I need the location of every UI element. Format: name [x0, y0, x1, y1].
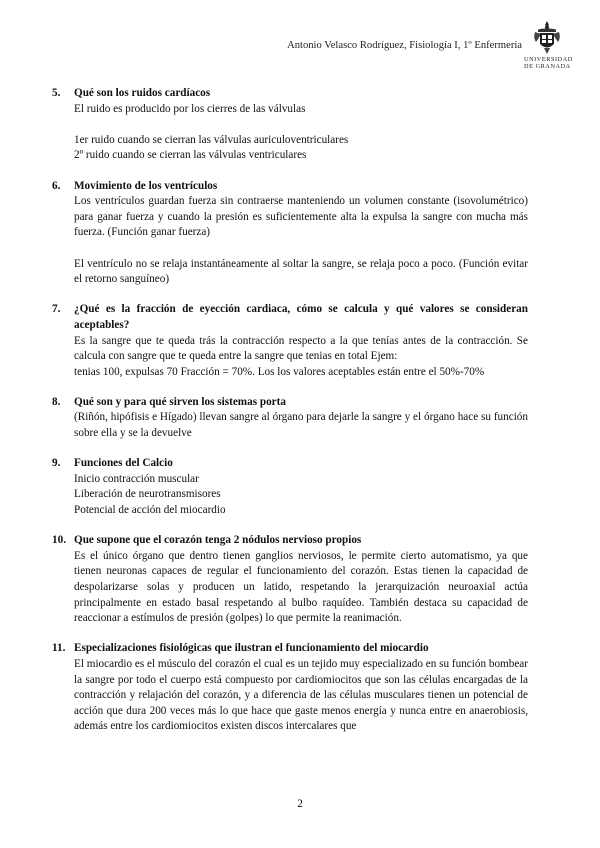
answer-paragraph: tenias 100, expulsas 70 Fracción = 70%. Los los valores aceptables están entre el 50%-70%	[74, 365, 485, 378]
answer-paragraph: Es la sangre que te queda trás la contracción respecto a la que tenías antes de la contracción. Se calcula con sangre que te queda entre la sangre que tenias en total Ejem:	[74, 334, 528, 363]
answer-paragraph: Potencial de acción del miocardio	[74, 504, 226, 517]
question-title: Que supone que el corazón tenga 2 nódulos nervioso propios	[74, 534, 362, 547]
crest-icon	[532, 20, 562, 56]
question-heading	[52, 179, 528, 195]
question-title: Funciones del Calcio	[74, 457, 173, 470]
document-body	[52, 86, 528, 750]
logo-text-line1: UNIVERSIDAD	[524, 56, 573, 63]
answer-paragraph: (Riñón, hipófisis e Hígado) llevan sangre al órgano para dejarle la sangre y el órgano hace su función sobre ella y se la devuelve	[74, 411, 528, 440]
university-logo	[524, 20, 573, 76]
question-heading	[52, 641, 528, 657]
answer-block	[74, 472, 528, 519]
question-title: Qué son y para qué sirven los sistemas porta	[74, 395, 286, 408]
answer-paragraph: El ventrículo no se relaja instantáneamente al soltar la sangre, se relaja poco a poco. (Función evitar el retorno sanguíneo)	[74, 257, 528, 286]
answer-block	[74, 549, 528, 627]
question-heading	[52, 456, 528, 472]
question-number: 7.	[52, 303, 61, 316]
logo-text-line2: DE GRANADA	[524, 63, 571, 70]
answer-paragraph: 2º ruido cuando se cierran las válvulas ventriculares	[74, 149, 307, 162]
section	[52, 86, 528, 164]
blank-line	[74, 241, 528, 257]
blank-line	[74, 117, 528, 133]
page-number: 2	[297, 798, 303, 810]
section	[52, 179, 528, 288]
answer-block	[74, 410, 528, 441]
answer-paragraph: Los ventrículos guardan fuerza sin contraerse manteniendo un volumen constante (isovolumétrico) para ganar fuerza y cuando la presión es suficientemente alta la expulsa la sangre con mucha más fuerza. (Función ganar fuerza)	[74, 195, 528, 239]
answer-paragraph: Es el único órgano que dentro tienen ganglios nerviosos, le permite cierto automatismo, ya que tienen neuronas capaces de regular el funcionamiento del corazón. Estas tienen la capacidad de despolarizarse solas y producen un latido, respetando la jerarquización neuroaxial actúa principalmente en estado basal respetando al bulbo raquídeo. También destaca su capacidad de reaccionar a estímulos de presión (golpes) lo que permite la reanimación.	[74, 549, 528, 625]
question-number: 6.	[52, 179, 61, 192]
question-heading	[52, 395, 528, 411]
answer-paragraph: Inicio contracción muscular	[74, 472, 199, 485]
question-heading	[52, 302, 528, 333]
question-number: 5.	[52, 87, 61, 99]
answer-paragraph: El miocardio es el músculo del corazón el cual es un tejido muy especializado en su función bombear la sangre por todo el cuerpo está compuesto por cardiomiocitos que son las células encargadas de la contracción y relajación del corazón, y a diferencia de las células musculares tienen un potencial de acción que dura 200 veces más lo que hace que gaste menos energía y nunca entre en anaerobiosis, además entre los cardiomiocitos existen discos intercalares que	[74, 657, 528, 733]
answer-paragraph: 1er ruido cuando se cierran las válvulas auriculoventriculares	[74, 133, 349, 146]
question-title: Especializaciones fisiológicas que ilustran el funcionamiento del miocardio	[74, 642, 429, 655]
answer-block	[74, 194, 528, 288]
section	[52, 302, 528, 380]
question-title: Qué son los ruidos cardíacos	[74, 87, 211, 99]
page-header	[0, 16, 600, 76]
section	[52, 533, 528, 627]
question-heading	[52, 533, 528, 549]
question-title: ¿Qué es la fracción de eyección cardiaca, cómo se calcula y qué valores se consideran aceptables?	[74, 303, 528, 331]
question-number: 10.	[52, 534, 66, 547]
answer-paragraph: El ruido es producido por los cierres de las válvulas	[74, 102, 306, 115]
question-number: 9.	[52, 457, 61, 470]
author-line: Antonio Velasco Rodríguez, Fisiología I, 1º Enfermería	[287, 40, 522, 51]
section	[52, 641, 528, 735]
question-number: 8.	[52, 395, 61, 408]
section	[52, 456, 528, 518]
section	[52, 395, 528, 442]
answer-block	[74, 102, 528, 164]
answer-paragraph: Liberación de neurotransmisores	[74, 488, 221, 501]
answer-block	[74, 334, 528, 381]
answer-block	[74, 657, 528, 735]
question-number: 11.	[52, 642, 66, 655]
question-title: Movimiento de los ventrículos	[74, 179, 218, 192]
question-heading	[52, 86, 528, 102]
